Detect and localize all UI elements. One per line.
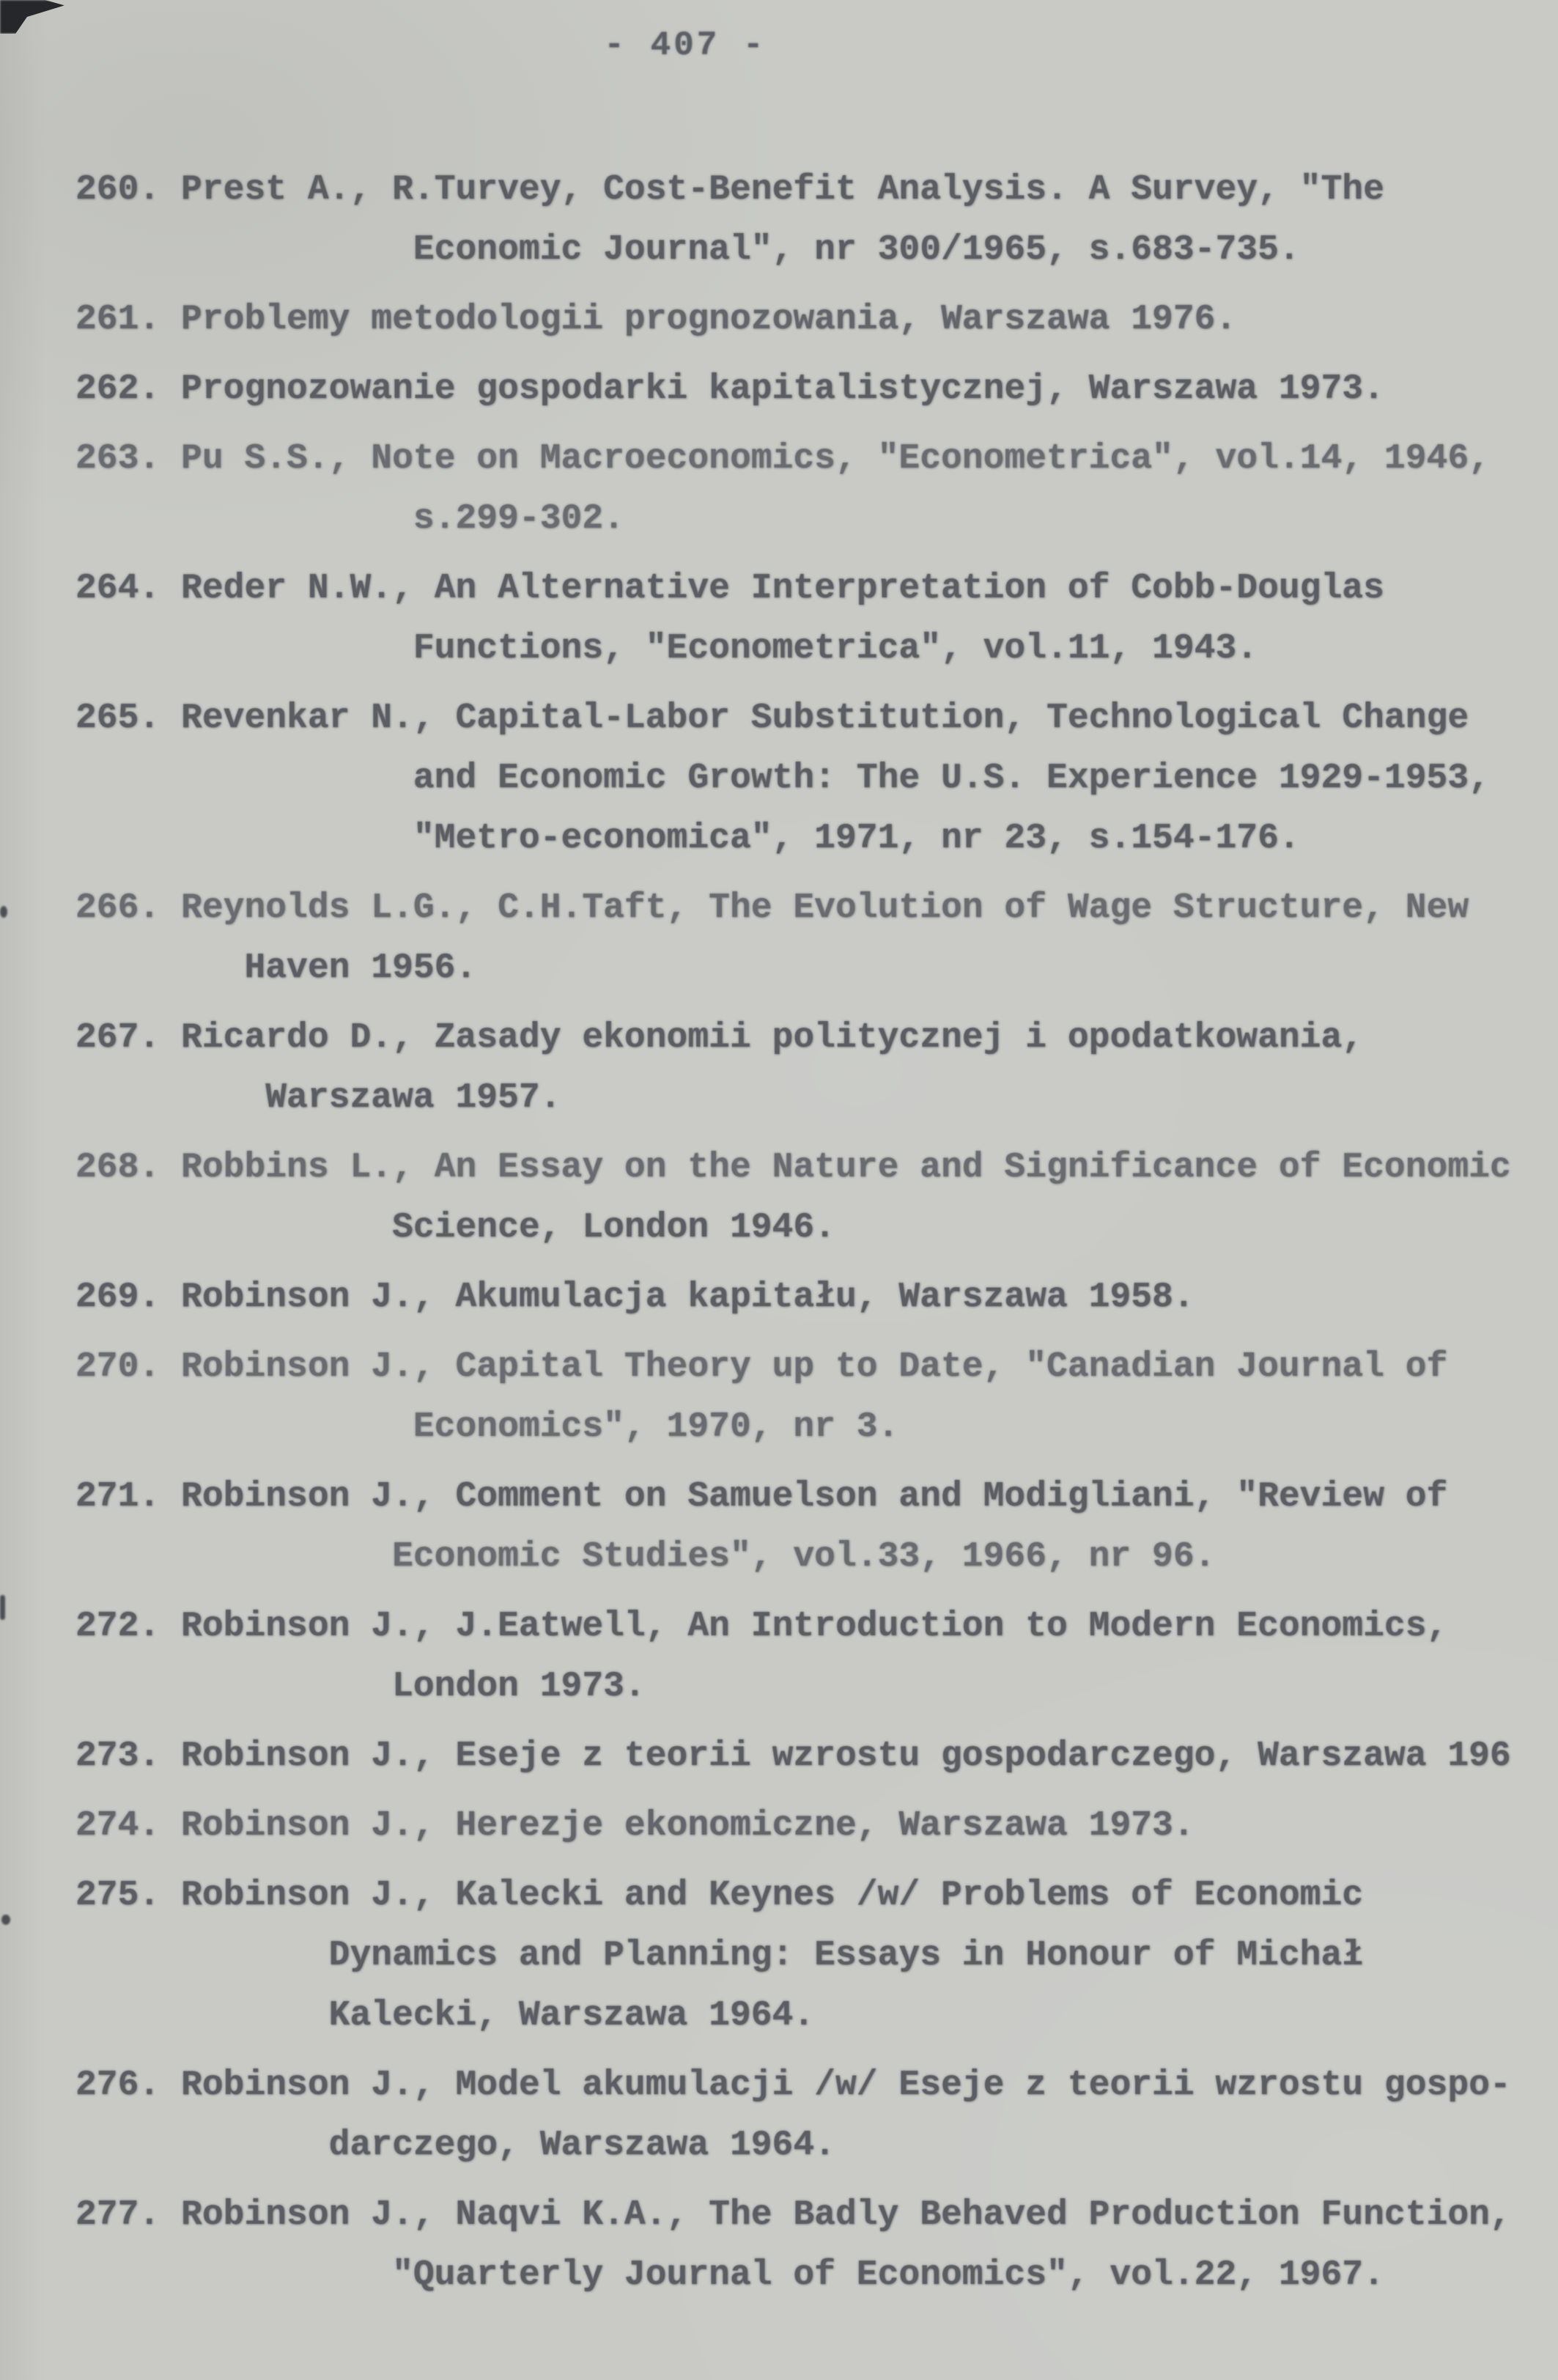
entry-line: "Metro-economica", 1971, nr 23, s.154-176. [75,819,1300,858]
entry-number: 274. [75,1806,160,1846]
bibliography-entry [75,1337,1558,1457]
entry-line: darczego, Warszawa 1964. [75,2126,835,2165]
entry-line [75,290,1558,350]
bibliography-entry [75,2055,1558,2175]
entry-line [75,429,1558,489]
entry-number: 262. [75,369,160,409]
entry-line [75,160,1558,220]
entry-text: Robinson J., Kalecki and Keynes /w/ Problems of Economic [181,1876,1364,1915]
entry-line: Economic Journal", nr 300/1965, s.683-735. [75,230,1300,270]
entry-line: "Quarterly Journal of Economics", vol.22, 1967. [75,2255,1384,2295]
entry-number: 275. [75,1876,160,1915]
entry-text: Revenkar N., Capital-Labor Substitution, Technological Change [181,699,1469,738]
entry-text: Robinson J., J.Eatwell, An Introduction to Modern Economics, [181,1607,1448,1646]
bibliography-entry [75,1796,1558,1856]
entry-number: 277. [75,2195,160,2235]
entry-number: 276. [75,2066,160,2105]
entry-line [75,878,1558,938]
entry-text: Ricardo D., Zasady ekonomii politycznej i opodatkowania, [181,1018,1364,1058]
entry-line: s.299-302. [75,499,624,539]
entry-text: Robinson J., Comment on Samuelson and Modigliani, "Review of [181,1477,1448,1517]
entry-line [75,1267,1558,1327]
entry-number: 263. [75,439,160,479]
bibliography-entry [75,1726,1558,1786]
entry-text: Prognozowanie gospodarki kapitalistycznej, Warszawa 1973. [181,369,1384,409]
entry-line: Dynamics and Planning: Essays in Honour of Michał [75,1936,1364,1975]
entry-line [75,559,1558,619]
bibliography-entry [75,1596,1558,1717]
bibliography-entry [75,878,1558,998]
entry-line [75,688,1558,748]
entry-line: and Economic Growth: The U.S. Experience 1929-1953, [75,759,1490,798]
entry-line [75,1865,1558,1926]
bibliography-entry [75,290,1558,350]
entry-number: 260. [75,170,160,210]
entry-line: Economic Studies", vol.33, 1966, nr 96. [75,1537,1216,1577]
entry-line [75,1467,1558,1527]
entry-text: Reder N.W., An Alternative Interpretation of Cobb-Douglas [181,569,1384,608]
entry-number: 269. [75,1278,160,1317]
entry-line: Science, London 1946. [75,1208,835,1248]
entry-line: Economics", 1970, nr 3. [75,1407,899,1447]
entry-number: 261. [75,300,160,339]
scan-speck [1,1915,10,1925]
page-number: - 407 - [604,26,767,65]
bibliography-entry [75,688,1558,869]
scan-speck [0,1595,5,1620]
bibliography-list [75,160,1558,2315]
bibliography-entry [75,160,1558,280]
entry-line [75,1337,1558,1397]
entry-number: 265. [75,699,160,738]
entry-text: Robinson J., Naqvi K.A., The Badly Behaved Production Function, [181,2195,1511,2235]
bibliography-entry [75,2185,1558,2305]
entry-text: Problemy metodologii prognozowania, Warszawa 1976. [181,300,1237,339]
bibliography-entry [75,359,1558,419]
entry-text: Robinson J., Capital Theory up to Date, "Canadian Journal of [181,1347,1448,1387]
entry-text: Prest A., R.Turvey, Cost-Benefit Analysis. A Survey, "The [181,170,1384,210]
entry-number: 273. [75,1736,160,1776]
scan-speck [0,906,7,918]
bibliography-entry [75,429,1558,549]
entry-line: London 1973. [75,1667,646,1706]
bibliography-entry [75,1467,1558,1587]
entry-line [75,2185,1558,2245]
entry-text: Robinson J., Model akumulacji /w/ Eseje z teorii wzrostu gospo- [181,2066,1511,2105]
entry-number: 268. [75,1148,160,1187]
entry-number: 264. [75,569,160,608]
bibliography-entry [75,1008,1558,1128]
entry-line: Warszawa 1957. [75,1078,561,1118]
bibliography-entry [75,559,1558,679]
bibliography-entry [75,1267,1558,1327]
bibliography-entry [75,1138,1558,1258]
entry-number: 272. [75,1607,160,1646]
entry-number: 270. [75,1347,160,1387]
entry-line [75,1726,1558,1786]
entry-number: 266. [75,888,160,928]
entry-text: Robinson J., Eseje z teorii wzrostu gospodarczego, Warszawa 196 [181,1736,1511,1776]
entry-line: Functions, "Econometrica", vol.11, 1943. [75,629,1258,668]
entry-number: 271. [75,1477,160,1517]
entry-text: Robbins L., An Essay on the Nature and Significance of Economic [181,1148,1511,1187]
entry-text: Robinson J., Herezje ekonomiczne, Warszawa 1973. [181,1806,1195,1846]
entry-line: Kalecki, Warszawa 1964. [75,1996,815,2035]
entry-line [75,1138,1558,1198]
entry-text: Pu S.S., Note on Macroeconomics, "Econometrica", vol.14, 1946, [181,439,1490,479]
entry-line [75,1596,1558,1657]
entry-line: Haven 1956. [75,948,477,988]
bibliography-entry [75,1865,1558,2046]
entry-text: Reynolds L.G., C.H.Taft, The Evolution of Wage Structure, New [181,888,1469,928]
entry-number: 267. [75,1018,160,1058]
entry-line [75,1008,1558,1068]
entry-line [75,2055,1558,2115]
entry-line [75,1796,1558,1856]
entry-line [75,359,1558,419]
entry-text: Robinson J., Akumulacja kapitału, Warszawa 1958. [181,1278,1195,1317]
